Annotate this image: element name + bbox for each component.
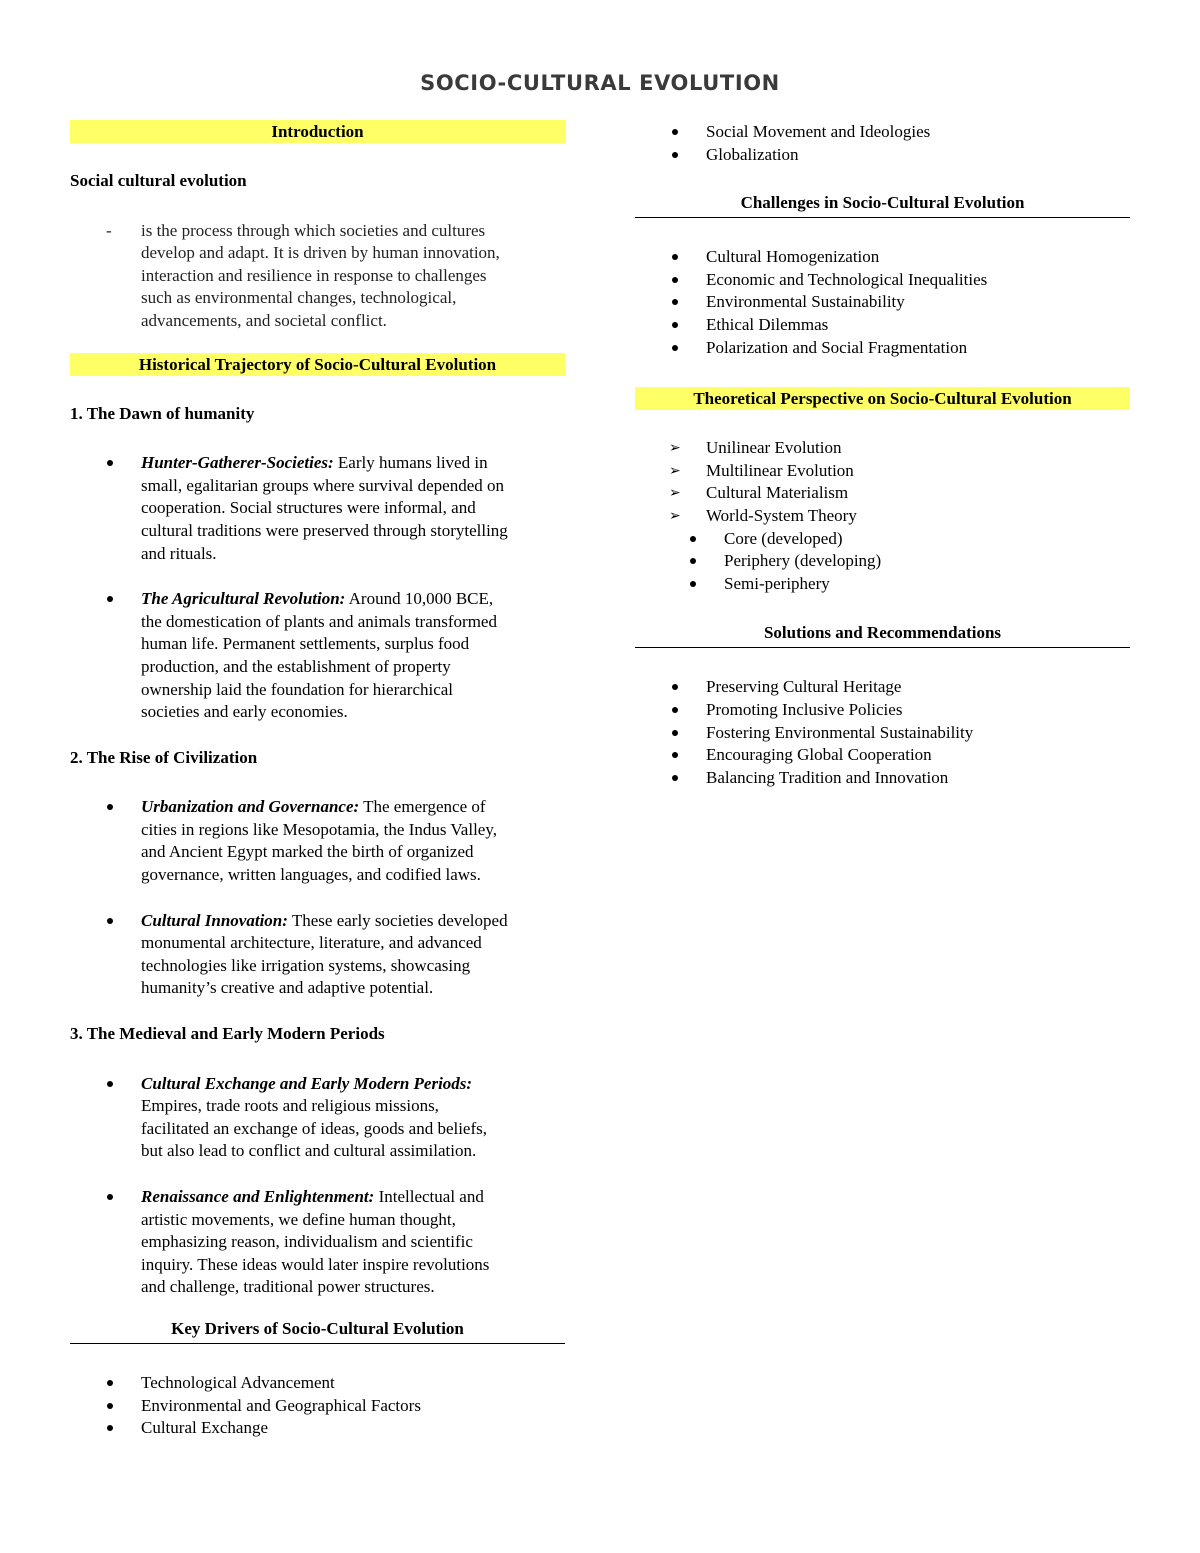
list-item: Globalization <box>635 144 1130 167</box>
bullet-icon <box>690 558 696 564</box>
bullet-icon <box>107 804 113 810</box>
period-title: 3. The Medieval and Early Modern Periods <box>70 1024 385 1044</box>
definition-line: advancements, and societal conflict. <box>141 310 387 330</box>
item-line: humanity’s creative and adaptive potential. <box>141 978 434 998</box>
list-item: Social Movement and Ideologies <box>635 121 1130 144</box>
bullet-icon <box>690 536 696 542</box>
list-item: ➢ World-System Theory <box>635 505 1130 528</box>
bullet-icon <box>107 596 113 602</box>
item-line: artistic movements, we define human thought, <box>141 1209 456 1229</box>
list-item <box>70 796 565 886</box>
theory-heading: Theoretical Perspective on Socio-Cultural Evolution <box>635 387 1130 410</box>
list-item: Polarization and Social Fragmentation <box>635 337 1130 360</box>
definition-line: is the process through which societies and cultures <box>141 220 486 240</box>
bullet-icon <box>690 581 696 587</box>
bullet-icon <box>672 730 678 736</box>
intro-term: Social cultural evolution <box>70 171 247 190</box>
item-line: and Ancient Egypt marked the birth of organized <box>141 842 474 862</box>
list-item <box>70 1186 565 1299</box>
item-line: production, and the establishment of property <box>141 656 451 676</box>
item-term: Hunter-Gatherer-Societies: <box>141 453 334 473</box>
solutions-list <box>635 676 1130 789</box>
item-line: societies and early economies. <box>141 702 348 722</box>
sub-list-item: Core (developed) <box>635 528 1130 551</box>
definition-line: interaction and resilience in response to challenges <box>141 265 487 285</box>
list-item: Balancing Tradition and Innovation <box>635 767 1130 790</box>
item-line: cultural traditions were preserved through storytelling <box>141 520 508 540</box>
challenges-list <box>635 246 1130 359</box>
bullet-icon <box>672 129 678 135</box>
item-term: Renaissance and Enlightenment: <box>141 1187 375 1206</box>
bullet-icon <box>672 277 678 283</box>
list-item: Preserving Cultural Heritage <box>635 676 1130 699</box>
item-line: governance, written languages, and codified laws. <box>141 865 481 885</box>
drivers-list <box>70 1372 565 1440</box>
sub-list-item: Semi-periphery <box>635 573 1130 596</box>
list-item: Encouraging Global Cooperation <box>635 744 1130 767</box>
list-item: Technological Advancement <box>70 1372 565 1395</box>
arrow-bullet-icon: ➢ <box>669 485 681 502</box>
item-text: Early humans lived in <box>333 453 488 473</box>
item-line: but also lead to conflict and cultural assimilation. <box>141 1141 477 1161</box>
bullet-icon <box>107 1403 113 1409</box>
list-item: Environmental Sustainability <box>635 291 1130 314</box>
bullet-icon <box>672 322 678 328</box>
left-column <box>70 120 565 1440</box>
list-item: Environmental and Geographical Factors <box>70 1395 565 1418</box>
period-title: 2. The Rise of Civilization <box>70 747 258 767</box>
item-term: Urbanization and Governance: <box>141 797 360 817</box>
list-item: Cultural Exchange <box>70 1417 565 1440</box>
item-text: Intellectual and <box>374 1187 484 1206</box>
bullet-icon <box>107 1380 113 1386</box>
bullet-icon <box>672 254 678 260</box>
historical-heading: Historical Trajectory of Socio-Cultural Evolution <box>70 353 565 376</box>
item-text: Around 10,000 BCE, <box>345 589 494 609</box>
bullet-icon <box>107 1081 113 1087</box>
bullet-icon <box>107 1194 113 1200</box>
definition-line: such as environmental changes, technological, <box>141 288 457 308</box>
item-line: cooperation. Social structures were informal, and <box>141 498 476 518</box>
bullet-icon <box>672 152 678 158</box>
bullet-icon <box>107 460 113 466</box>
period-title: 1. The Dawn of humanity <box>70 403 255 423</box>
bullet-icon <box>672 299 678 305</box>
item-line: and challenge, traditional power structures. <box>141 1277 435 1297</box>
list-item: ➢ Unilinear Evolution <box>635 437 1130 460</box>
item-line: ownership laid the foundation for hierarchical <box>141 679 454 699</box>
period-list <box>70 796 565 1000</box>
item-line: monumental architecture, literature, and advanced <box>141 933 482 953</box>
bullet-icon <box>672 752 678 758</box>
solutions-heading: Solutions and Recommendations <box>635 621 1130 648</box>
item-line: Empires, trade roots and religious missions, <box>141 1096 439 1116</box>
bullet-icon <box>672 345 678 351</box>
bullet-icon <box>672 684 678 690</box>
challenges-heading: Challenges in Socio-Cultural Evolution <box>635 191 1130 218</box>
item-term: Cultural Exchange and Early Modern Periods: <box>141 1073 473 1093</box>
list-item: ➢ Cultural Materialism <box>635 482 1130 505</box>
item-text: These early societies developed <box>287 910 508 930</box>
bullet-icon <box>107 918 113 924</box>
theory-list <box>635 437 1130 595</box>
item-line: facilitated an exchange of ideas, goods and beliefs, <box>141 1118 488 1138</box>
item-line: the domestication of plants and animals transformed <box>141 611 497 631</box>
list-item: Ethical Dilemmas <box>635 314 1130 337</box>
arrow-bullet-icon: ➢ <box>669 462 681 479</box>
list-item: Promoting Inclusive Policies <box>635 699 1130 722</box>
item-line: cities in regions like Mesopotamia, the Indus Valley, <box>141 819 497 839</box>
item-line: technologies like irrigation systems, showcasing <box>141 955 471 975</box>
item-line: small, egalitarian groups where survival depended on <box>141 475 505 495</box>
bullet-icon <box>672 707 678 713</box>
right-column <box>635 121 1130 789</box>
item-term: Cultural Innovation: <box>141 910 288 930</box>
list-item <box>70 452 565 565</box>
item-term: The Agricultural Revolution: <box>141 589 346 609</box>
period-list <box>70 452 565 724</box>
list-item: Fostering Environmental Sustainability <box>635 722 1130 745</box>
bullet-icon <box>107 1425 113 1431</box>
drivers-list-continued <box>635 121 1130 166</box>
list-item: Cultural Homogenization <box>635 246 1130 269</box>
arrow-bullet-icon: ➢ <box>669 440 681 457</box>
list-item: ➢ Multilinear Evolution <box>635 460 1130 483</box>
item-line: and rituals. <box>141 543 217 563</box>
arrow-bullet-icon: ➢ <box>669 507 681 524</box>
dash-marker: - <box>106 220 112 240</box>
intro-heading: Introduction <box>70 120 565 143</box>
item-line: emphasizing reason, individualism and scientific <box>141 1232 473 1252</box>
period-list <box>70 1073 565 1299</box>
definition-line: develop and adapt. It is driven by human innovation, <box>141 243 500 263</box>
bullet-icon <box>672 775 678 781</box>
list-item <box>70 588 565 724</box>
document-title: SOCIO-CULTURAL EVOLUTION <box>420 71 780 95</box>
intro-definition <box>70 220 565 333</box>
list-item <box>70 910 565 1000</box>
item-line: inquiry. These ideas would later inspire revolutions <box>141 1254 490 1274</box>
list-item <box>70 1073 565 1163</box>
sub-list-item: Periphery (developing) <box>635 550 1130 573</box>
drivers-heading: Key Drivers of Socio-Cultural Evolution <box>70 1317 565 1344</box>
item-line: human life. Permanent settlements, surplus food <box>141 634 470 654</box>
item-text: The emergence of <box>359 797 486 817</box>
list-item: Economic and Technological Inequalities <box>635 269 1130 292</box>
